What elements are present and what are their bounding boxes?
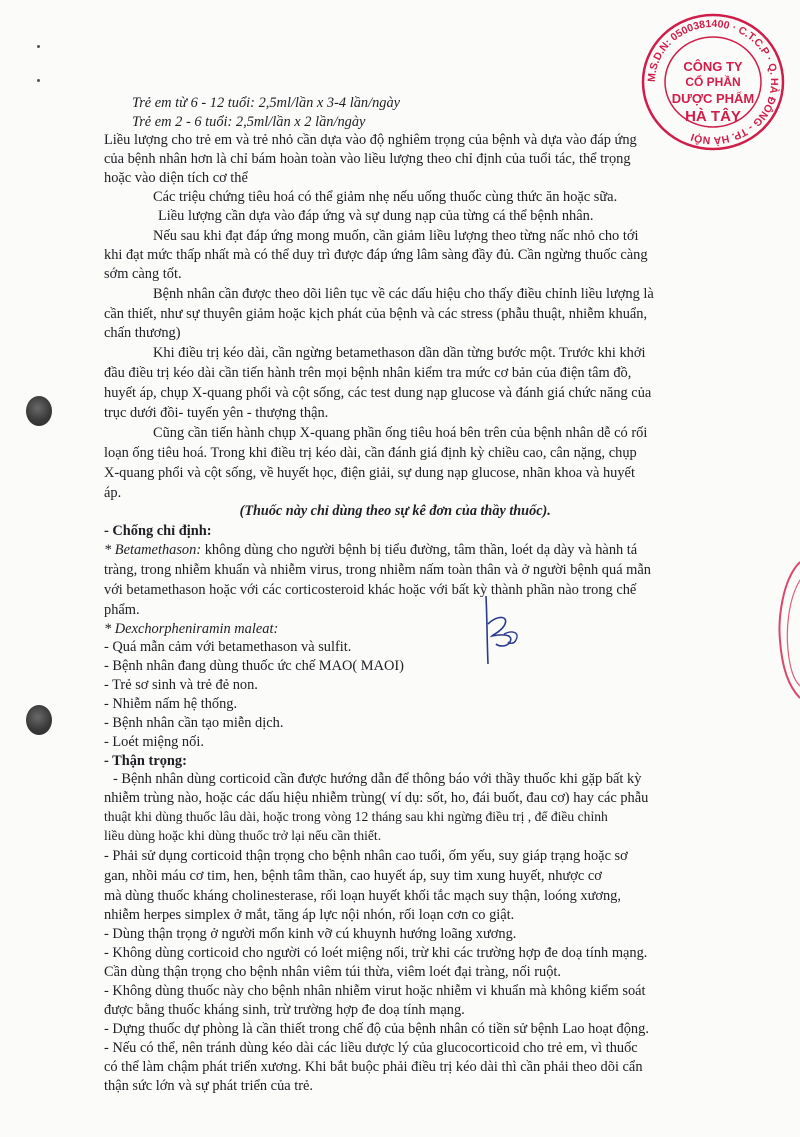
paragraph-line: - Không dùng corticoid cho người có loét miệng nối, trừ khi các trường hợp đe doạ tính mạng. xyxy=(104,945,648,961)
paragraph-line: X-quang phổi và cột sống, về huyết học, điện giải, sự dung nạp glucose, nhãn khoa và huyết xyxy=(104,465,635,481)
paragraph-line: - Không dùng thuốc này cho bệnh nhân nhiễm virut hoặc nhiễm vi khuẩn mà không kiểm soát xyxy=(104,983,646,999)
stamp-line-2: CỔ PHẦN xyxy=(685,75,741,89)
paragraph-line: thận sức lớn và sự phát triển của trẻ. xyxy=(104,1078,314,1094)
list-item: - Trẻ sơ sinh và trẻ đẻ non. xyxy=(104,677,258,693)
betamethason-text: không dùng cho người bệnh bị tiểu đường, tâm thần, loét dạ dày và hành tá xyxy=(201,542,638,558)
betamethason-label: * Betamethason: xyxy=(104,542,202,558)
precautions-heading: - Thận trọng: xyxy=(104,753,187,769)
scan-speck xyxy=(37,79,40,82)
company-stamp xyxy=(640,12,786,152)
paragraph-line: mà dùng thuốc kháng cholinesterase, rối loạn huyết khối tắc mạch suy thận, loóng xương, xyxy=(104,888,621,904)
list-item: - Bệnh nhân đang dùng thuốc ức chế MAO( MAOI) xyxy=(104,658,404,674)
handwritten-signature-icon xyxy=(474,590,534,670)
paragraph-line: - Phải sử dụng corticoid thận trọng cho bệnh nhân cao tuổi, ốm yếu, suy giáp trạng hoặc sơ xyxy=(104,848,628,864)
stamp-line-1: CÔNG TY xyxy=(683,59,743,74)
paragraph-line: gan, nhồi máu cơ tim, hen, bệnh tâm thần, cao huyết áp, suy tim xung huyết, nhược cơ xyxy=(104,868,602,884)
list-item: - Loét miệng nối. xyxy=(104,734,204,750)
paragraph-line: Cũng cần tiến hành chụp X-quang phần ống tiêu hoá bên trên của bệnh nhân dễ có rối xyxy=(153,425,648,441)
list-item: - Nhiễm nấm hệ thống. xyxy=(104,696,238,712)
paragraph-line: đầu điều trị kéo dài cần tiến hành trên mọi bệnh nhân kiểm tra mức cơ bản của điện tâm đồ, xyxy=(104,365,632,381)
paragraph-line: Các triệu chứng tiêu hoá có thể giảm nhẹ nếu uống thuốc cùng thức ăn hoặc sữa. xyxy=(153,189,618,205)
punch-hole xyxy=(26,396,52,426)
paragraph-line: phẩm. xyxy=(104,602,140,618)
dexchlorpheniramine-label: * Dexchorpheniramin maleat: xyxy=(104,621,279,637)
paragraph-line: - Bệnh nhân dùng corticoid cần được hướng dẫn để thông báo với thầy thuốc khi gặp bất kỳ xyxy=(113,771,642,787)
paragraph-line: có thể làm chậm phát triển xương. Khi bắt buộc phải điều trị kéo dài thì cần phải theo dõi cẩn xyxy=(104,1059,643,1075)
paragraph-line: Nếu sau khi đạt đáp ứng mong muốn, cần giảm liều lượng theo từng nấc nhỏ cho tới xyxy=(153,228,639,244)
paragraph-line: áp. xyxy=(104,485,122,501)
paragraph-line: - Nếu có thể, nên tránh dùng kéo dài các liều dược lý của glucocorticoid cho trẻ em, vì thuốc xyxy=(104,1040,638,1056)
partial-stamp-icon xyxy=(776,560,800,700)
paragraph-line: nhiễm trùng nào, hoặc các dấu hiệu nhiễm trùng( ví dụ: sốt, ho, đái buốt, đau cơ) hay các phẫu xyxy=(104,790,649,806)
paragraph-line: chấn thương) xyxy=(104,325,181,341)
paragraph-line: của bệnh nhân hơn là chỉ bám hoàn toàn vào liều lượng theo chỉ định của tuổi tác, thể trọng xyxy=(104,151,631,167)
paragraph-line: với betamethason hoặc với các corticosteroid khác hoặc với bất kỳ thành phần nào trong chế xyxy=(104,582,637,598)
paragraph-line: sớm càng tốt. xyxy=(104,266,182,282)
list-item: - Bệnh nhân cần tạo miễn dịch. xyxy=(104,715,284,731)
prescription-note: (Thuốc này chỉ dùng theo sự kê đơn của thầy thuốc). xyxy=(239,503,551,519)
scan-speck xyxy=(37,45,40,48)
paragraph-line: huyết áp, chụp X-quang phổi và cột sống, các test dung nạp glucose và đánh giá chức năng của xyxy=(104,385,652,401)
paragraph-line: khi đạt mức thấp nhất mà có thể duy trì được đáp ứng lâm sàng đầy đủ. Cần ngừng thuốc càng xyxy=(104,247,648,263)
paragraph-line: - Dựng thuốc dự phòng là cần thiết trong chế độ của bệnh nhân có tiền sử bệnh Lao hoạt động. xyxy=(104,1021,649,1037)
dosage-child-2-6: Trẻ em 2 - 6 tuổi: 2,5ml/lần x 2 lần/ngày xyxy=(132,114,366,130)
paragraph-line: thuật khi dùng thuốc lâu dài, hoặc trong vòng 12 tháng sau khi ngừng điều trị , để điều chỉnh xyxy=(104,809,608,824)
list-item: - Quá mẫn cảm với betamethason và sulfit. xyxy=(104,639,352,655)
paragraph-line: trục dưới đồi- tuyến yên - thượng thận. xyxy=(104,405,329,421)
contraindications-heading: - Chống chỉ định: xyxy=(104,523,212,539)
punch-hole xyxy=(26,705,52,735)
paragraph-line: Liều lượng cần dựa vào đáp ứng và sự dung nạp của từng cá thể bệnh nhân. xyxy=(158,208,594,224)
stamp-line-4: HÀ TÂY xyxy=(685,108,741,125)
paragraph-line: - Dùng thận trọng ở người mổn kinh vỡ cú khuynh hướng loãng xương. xyxy=(104,926,517,942)
paragraph-line: Cần dùng thận trọng cho bệnh nhân viêm túi thừa, viêm loét đại tràng, nối ruột. xyxy=(104,964,562,980)
paragraph-line xyxy=(104,541,637,559)
paragraph-line: nhiễm herpes simplex ở mắt, tăng áp lực nội nhón, rối loạn cơn co giật. xyxy=(104,907,515,923)
paragraph-line: cần thiết, như sự thuyên giảm hoặc kịch phát của bệnh và các stress (phẫu thuật, nhiễm khuẩn, xyxy=(104,306,648,322)
paragraph-line: loạn ống tiêu hoá. Trong khi điều trị kéo dài, cần đánh giá định kỳ chiều cao, cân nặng, chụp xyxy=(104,445,637,461)
paragraph-line: hoặc vào diện tích cơ thể xyxy=(104,170,248,186)
paragraph-line: Khi điều trị kéo dài, cần ngừng betamethason dần dần từng bước một. Trước khi khởi xyxy=(153,345,646,361)
stamp-ring-text: M.S.D.N: 0500381400 · C.T.C.P · Q. HÀ ĐÔNG - TP. HÀ NỘI xyxy=(645,17,781,147)
stamp-line-3: DƯỢC PHẨM xyxy=(671,91,755,106)
dosage-child-6-12: Trẻ em từ 6 - 12 tuổi: 2,5ml/lần x 3-4 lần/ngày xyxy=(132,95,401,111)
paragraph-line: Liều lượng cho trẻ em và trẻ nhỏ cần dựa vào độ nghiêm trọng của bệnh và dựa vào đáp ứng xyxy=(104,132,637,148)
paragraph-line: tràng, trong nhiễm khuẩn và nhiễm virus, trong nhiễm nấm toàn thân và ở người bệnh quá mẫn xyxy=(104,562,651,578)
paragraph-line: được bằng thuốc kháng sinh, trừ trường hợp đe doạ tính mạng. xyxy=(104,1002,465,1018)
paragraph-line: liều dùng hoặc khi dùng thuốc trở lại nếu cần thiết. xyxy=(104,828,382,843)
paragraph-line: Bệnh nhân cần được theo dõi liên tục về các dấu hiệu cho thấy điều chỉnh liều lượng là xyxy=(153,286,654,302)
